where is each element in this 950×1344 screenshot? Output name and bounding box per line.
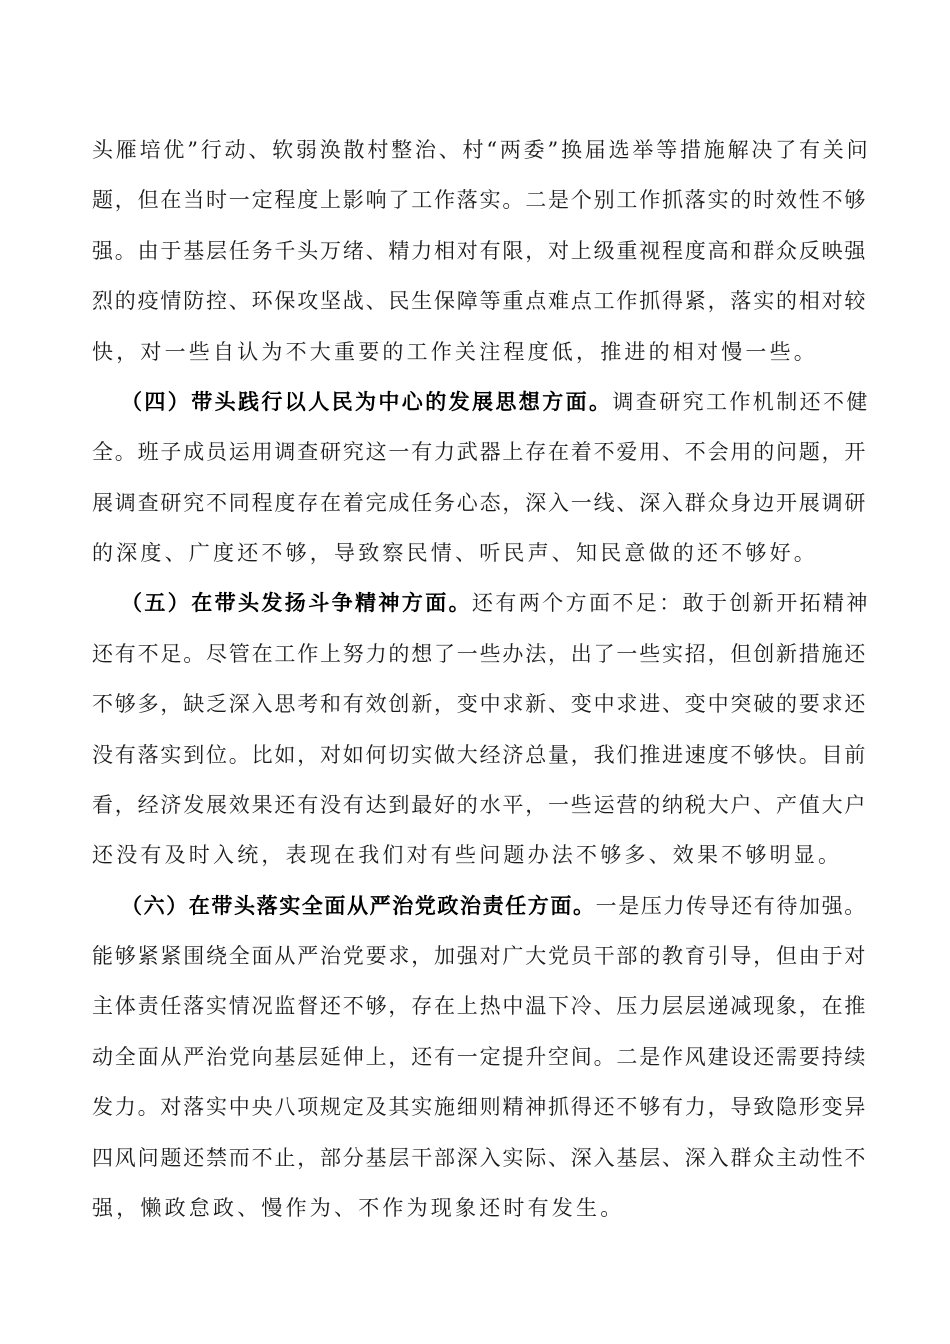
text-line: 烈的疫情防控、环保攻坚战、民生保障等重点难点工作抓得紧，落实的相对较 — [92, 289, 868, 313]
text-line: 发力。对落实中央八项规定及其实施细则精神抓得还不够有力，导致隐形变异 — [92, 1095, 868, 1119]
section-heading-line: （六）在带头落实全面从严治党政治责任方面。一是压力传导还有待加强。 — [121, 893, 867, 918]
text-line: 没有落实到位。比如，对如何切实做大经济总量，我们推进速度不够快。目前 — [92, 743, 868, 767]
section-heading: （五）在带头发扬斗争精神方面。 — [121, 590, 472, 615]
text-line: 还没有及时入统，表现在我们对有些问题办法不够多、效果不够明显。 — [92, 843, 843, 867]
text-line: 展调查研究不同程度存在着完成任务心态，深入一线、深入群众身边开展调研 — [92, 491, 868, 515]
text-line: 强，懒政怠政、慢作为、不作为现象还时有发生。 — [92, 1196, 625, 1220]
text-line: 还有不足。尽管在工作上努力的想了一些办法，出了一些实招，但创新措施还 — [92, 642, 868, 666]
text-line: 动全面从严治党向基层延伸上，还有一定提升空间。二是作风建设还需要持续 — [92, 1045, 868, 1069]
text-line: 快，对一些自认为不大重要的工作关注程度低，推进的相对慢一些。 — [92, 340, 818, 364]
text-line: 强。由于基层任务千头万绪、精力相对有限，对上级重视程度高和群众反映强 — [92, 239, 868, 263]
text-line: 看，经济发展效果还有没有达到最好的水平，一些运营的纳税大户、产值大户 — [92, 793, 868, 817]
text-line: 头雁培优”行动、软弱涣散村整治、村“两委”换届选举等措施解决了有关问 — [92, 138, 871, 162]
text-line: 全。班子成员运用调查研究这一有力武器上存在着不爱用、不会用的问题，开 — [92, 440, 868, 464]
text-line: 的深度、广度还不够，导致察民情、听民声、知民意做的还不够好。 — [92, 541, 818, 565]
text-line: 不够多，缺乏深入思考和有效创新，变中求新、变中求进、变中突破的要求还 — [92, 692, 868, 716]
section-heading: （六）在带头落实全面从严治党政治责任方面。 — [121, 893, 596, 918]
section-heading-line: （四）带头践行以人民为中心的发展思想方面。调查研究工作机制还不健 — [121, 389, 870, 414]
text-line: 能够紧紧围绕全面从严治党要求，加强对广大党员干部的教育引导，但由于对 — [92, 944, 868, 968]
section-heading-line: （五）在带头发扬斗争精神方面。还有两个方面不足：敢于创新开拓精神 — [121, 590, 870, 615]
section-heading: （四）带头践行以人民为中心的发展思想方面。 — [121, 389, 613, 414]
text-line: 题，但在当时一定程度上影响了工作落实。二是个别工作抓落实的时效性不够 — [92, 188, 868, 212]
text-line: 四风问题还禁而不止，部分基层干部深入实际、深入基层、深入群众主动性不 — [92, 1146, 868, 1170]
text-line: 主体责任落实情况监督还不够，存在上热中温下冷、压力层层递减现象，在推 — [92, 994, 868, 1018]
